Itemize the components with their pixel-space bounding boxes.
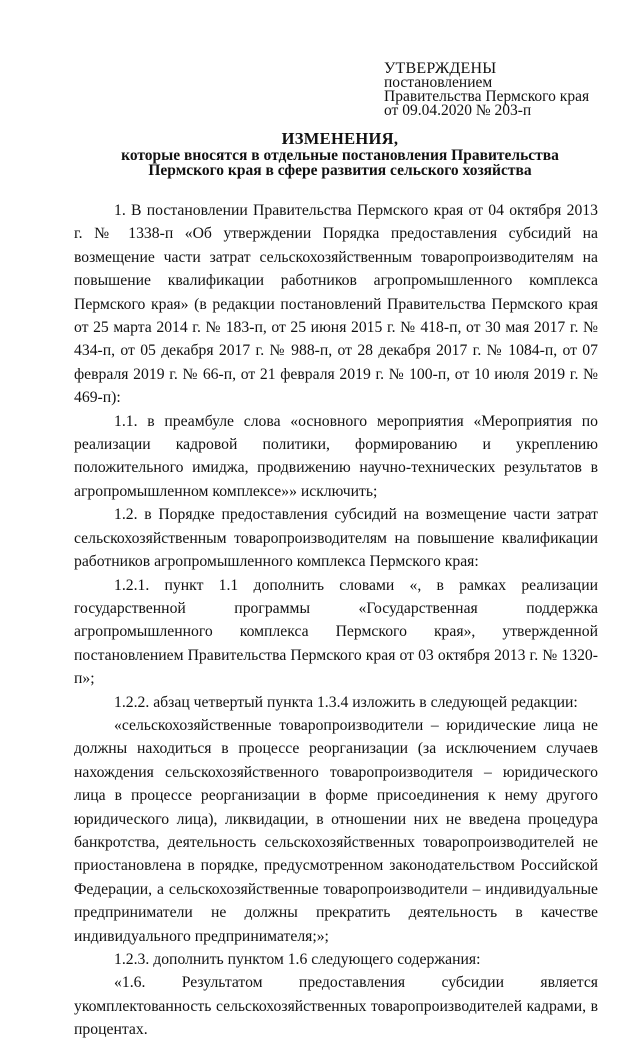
document-body [74, 199, 598, 1042]
paragraph-1-2: 1.2. в Порядке предоставления субсидий на возмещение части затрат сельскохозяйственным товаропроизводителям на повышение квалификации работников агропромышленного комплекса Пермского края: [74, 506, 598, 571]
paragraph-1-2-3: 1.2.3. дополнить пунктом 1.6 следующего содержания: [114, 951, 481, 968]
paragraph-1-1: 1.1. в преамбуле слова «основного мероприятия «Мероприятия по реализации кадровой политики, формированию и укреплению положительного имиджа, продвижению научно-технических результатов в агропромышленном комплексе»» исключить; [74, 412, 598, 500]
approval-line-government: Правительства Пермского края [384, 88, 590, 105]
approval-line-date-number: от 09.04.2020 № 203-п [384, 102, 532, 119]
paragraph-1-2-2: 1.2.2. абзац четвертый пункта 1.3.4 изложить в следующей редакции: [114, 693, 578, 711]
document-subtitle-line-1: которые вносятся в отдельные постановления Правительства [121, 147, 559, 164]
paragraph-1: 1. В постановлении Правительства Пермского края от 04 октября 2013 г. № 1338-п «Об утверждении Порядка предоставления субсидий на возмещение части затрат сельскохозяйственным товаропроизводителям на повышение квалификации работников агропромышленного комплекса Пермского края» (в редакции постановлений Правительства Пермского края от 25 марта 2014 г. № 183-п, от 25 июня 2015 г. № 418-п, от 30 мая 2017 г. № 434-п, от 05 декабря 2017 г. № 988-п, от 28 декабря 2017 г. № 1084-п, от 07 февраля 2019 г. № 66-п, от 21 февраля 2019 г. № 100-п, от 10 июля 2019 г. № 469-п): [74, 202, 598, 407]
approval-line-resolution: постановлением [384, 74, 493, 91]
approval-stamp [384, 62, 624, 118]
paragraph-1-6: «1.6. Результатом предоставления субсидии является укомплектованность сельскохозяйственных товаропроизводителей кадрами, в процентах. [74, 974, 598, 1039]
document-subtitle-line-2: Пермского края в сфере развития сельского хозяйства [148, 162, 532, 179]
document-title: ИЗМЕНЕНИЯ, [281, 129, 399, 148]
approval-heading: УТВЕРЖДЕНЫ [384, 60, 497, 77]
document-title-block [60, 130, 620, 178]
paragraph-1-2-1: 1.2.1. пункт 1.1 дополнить словами «, в рамках реализации государственной программы «Государственная поддержка агропромышленного комплекса Пермского края», утвержденной постановлением Правительства Пермского края от 03 октября 2013 г. № 1320-п»; [74, 576, 598, 688]
paragraph-quoted-text: «сельскохозяйственные товаропроизводители – юридические лица не должны находиться в процессе реорганизации (за исключением случаев нахождения сельскохозяйственного товаропроизводителя – юридического лица в процессе реорганизации в форме присоединения к нему другого юридического лица), ликвидации, в отношении них не введена процедура банкротства, деятельность сельскохозяйственных товаропроизводителей не приостановлена в порядке, предусмотренном законодательством Российской Федерации, а сельскохозяйственные товаропроизводители – индивидуальные предприниматели не должны прекратить деятельность в качестве индивидуального предпринимателя;»; [74, 716, 598, 945]
